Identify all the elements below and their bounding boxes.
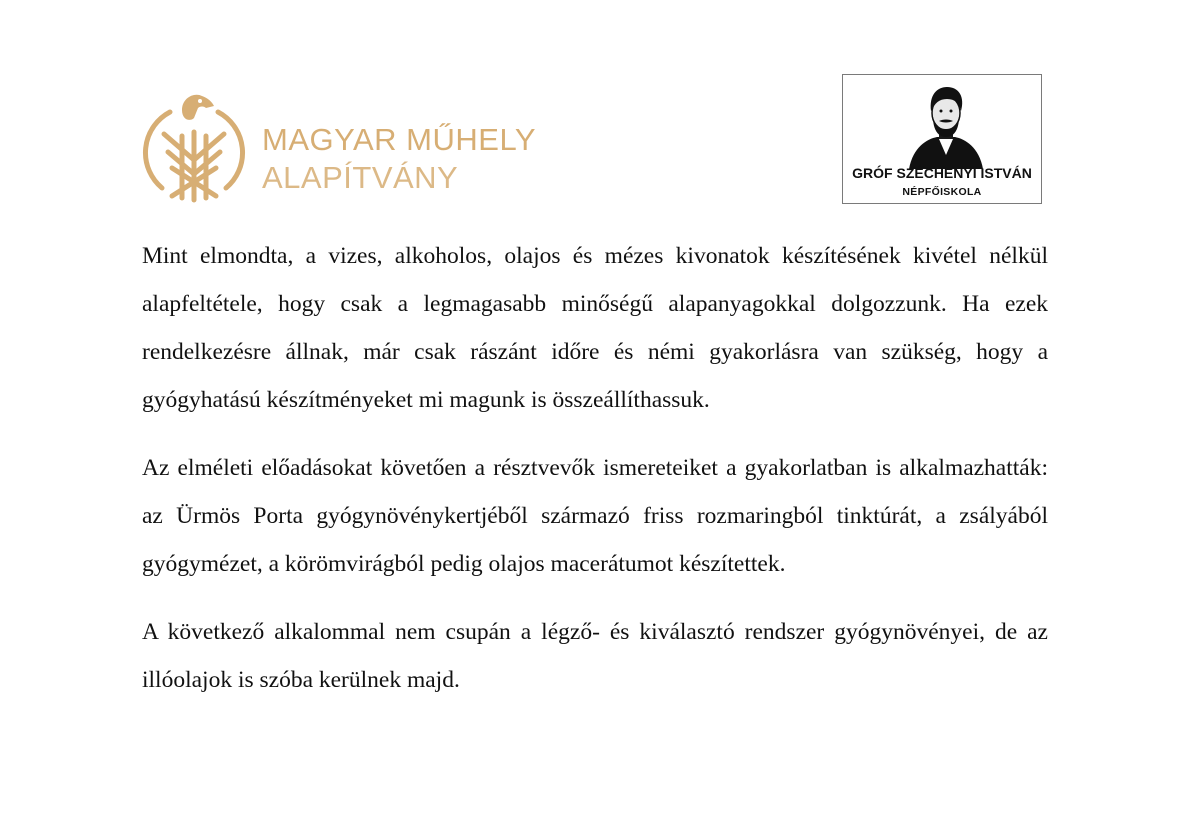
paragraph-2: Az elméleti előadásokat követően a résztvevők ismereteiket a gyakorlatban is alkalmazhatták: az Ürmös Porta gyógynövénykertjéből származó friss rozmaringból tinktúrát, a zsályából gyógymézet, a körömvirágból pedig olajos macerátumot készítettek.	[142, 455, 1048, 577]
paragraph-3: A következő alkalommal nem csupán a légző- és kiválasztó rendszer gyógynövényei, de az illóolajok is szóba kerülnek majd.	[142, 619, 1048, 693]
school-subtitle: NÉPFŐISKOLA	[902, 186, 982, 198]
bird-emblem-icon	[142, 88, 246, 204]
school-name: GRÓF SZÉCHENYI ISTVÁN	[852, 165, 1032, 181]
portrait-icon	[903, 81, 989, 171]
szechenyi-nepfoiskola-logo	[842, 74, 1042, 204]
logo-subtitle: ALAPÍTVÁNY	[262, 160, 459, 195]
paragraph-1: Mint elmondta, a vizes, alkoholos, olajos és mézes kivonatok készítésének kivétel nélkül alapfeltétele, hogy csak a legmagasabb minőségű alapanyagokkal dolgozzunk. Ha ezek rendelkezésre állnak, már csak rászánt időre és némi gyakorlásra van szükség, hogy a gyógyhatású készítményeket mi magunk is összeállíthassuk.	[142, 243, 1048, 413]
article-body	[142, 232, 1048, 724]
magyar-muhely-logo	[142, 88, 542, 208]
logo-title: MAGYAR MŰHELY	[262, 122, 537, 157]
